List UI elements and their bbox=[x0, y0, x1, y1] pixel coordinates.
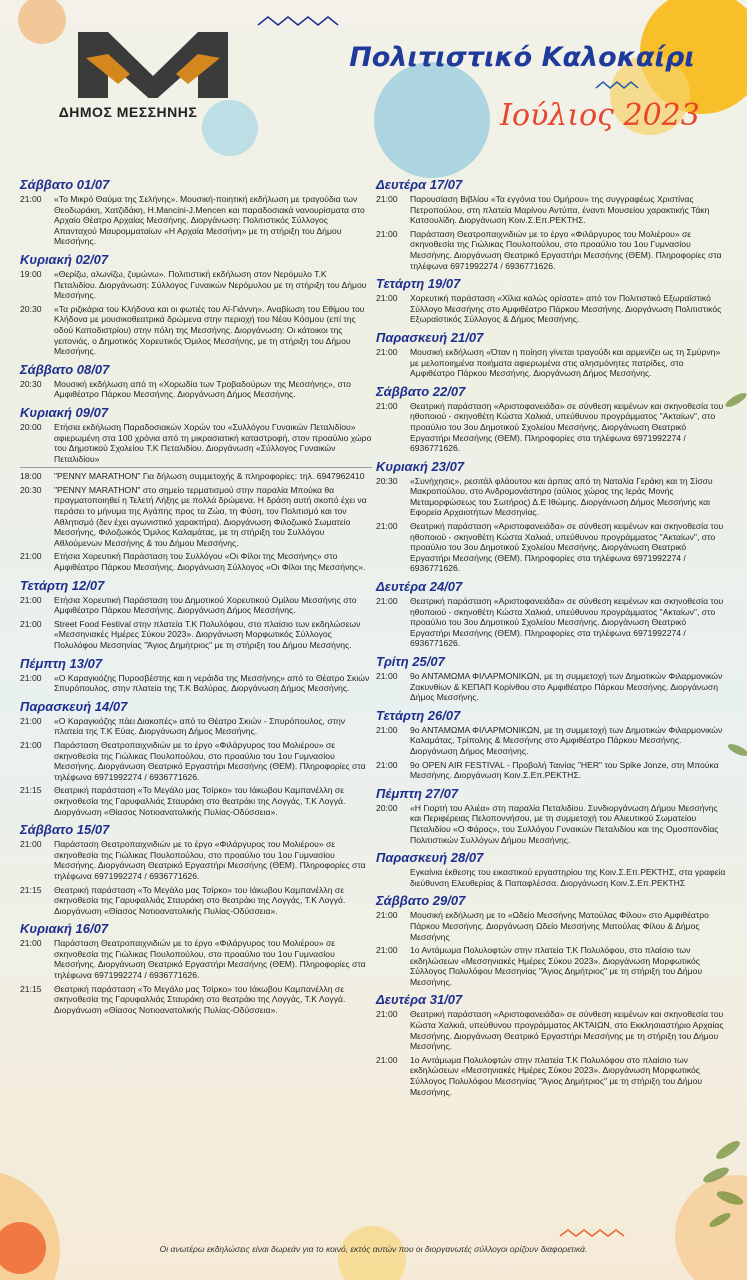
day-heading: Τρίτη 25/07 bbox=[376, 654, 445, 669]
day-block bbox=[20, 405, 372, 573]
event-row bbox=[376, 803, 728, 845]
event-description: Χορευτική παράσταση «Χίλια καλώς ορίσατε» από τον Πολιτιστικό Εξωραϊστικό Σύλλογο Μεσσήνης στο Αμφιθέατρο Πάρκου Μεσσήνης. Διοργάνωση Πολιτιστικός Εξωραϊστικός Σύλλογος & Δήμος Μεσσήνης. bbox=[410, 293, 722, 325]
event-description: «Θερίζω, αλωνίζω, ζυμώνω». Πολιτιστική εκδήλωση στον Νερόμυλο Τ.Κ Πεταλιδίου. Διοργάνωση: Σύλλογος Γυναικών Νερόμυλου με τη στήριξη του Δήμου Μεσσήνης. bbox=[54, 268, 367, 301]
event-row bbox=[20, 595, 372, 616]
day-heading: Κυριακή 02/07 bbox=[20, 251, 109, 267]
event-description: Παράσταση Θεατροπαιχνιδιών με το έργο «Φιλάργυρος του Μολιέρου» σε σκηνοθεσία της Γιώλικας Πουλοπούλου, στο προαύλιο του 1ου Γυμνασίου Μεσσήνης. Διοργάνωση Θεατρικό Εργαστήρι Μεσσήνης (ΘΕΜ). Πληροφορίες στα τηλέφωνα 6971992274 / 6936771626. bbox=[54, 739, 366, 782]
logo-mark bbox=[78, 32, 228, 98]
event-time: 21:00 bbox=[376, 194, 398, 204]
event-time: 20:00 bbox=[20, 421, 42, 432]
event-description: Θεατρική παράσταση «Αριστοφανειάδα» σε σύνθεση κειμένων και σκηνοθεσία του ηθοποιού - σκηνοθέτη Κώστα Χαλκιά, υπεύθυνου προγράμματος "Ακταίων", στο προαύλιο του 3ου Δημοτικού Σχολείου Μεσσήνης. Διοργάνωση Θεατρικό Εργαστήρι Μεσσήνης (ΘΕΜ). Πληροφορίες στα τηλέφωνα 6971992274 / 6936771626. bbox=[410, 596, 724, 649]
footer-note: Οι ανωτέρω εκδηλώσεις είναι δωρεάν για το κοινό, εκτός αυτών που οι διοργανωτές σύλλογοι ορίζουν διαφορετικά. bbox=[159, 1244, 588, 1254]
event-row bbox=[20, 716, 372, 737]
event-time: 21:00 bbox=[376, 759, 398, 770]
event-row bbox=[376, 521, 728, 574]
event-row bbox=[20, 839, 372, 881]
event-time: 21:00 bbox=[376, 521, 398, 532]
event-time: 20:30 bbox=[20, 303, 42, 314]
day-block bbox=[376, 708, 728, 781]
event-time: 21:00 bbox=[20, 551, 42, 562]
day-heading: Σάββατο 15/07 bbox=[20, 822, 110, 838]
day-heading: Τετάρτη 12/07 bbox=[20, 577, 105, 593]
event-row bbox=[376, 1009, 728, 1051]
event-time: 21:15 bbox=[20, 983, 42, 994]
event-time: 21:00 bbox=[376, 724, 398, 735]
event-description: Θεατρική παράσταση «Αριστοφανειάδα» σε σύνθεση κειμένων και σκηνοθεσία του ηθοποιού - σκηνοθέτη Κώστα Χαλκιά, υπεύθυνου προγράμματος "Ακταίων", στο προαύλιο του 3ου Δημοτικού Σχολείου Μεσσήνης. Διοργάνωση Θεατρικό Εργαστήρι Μεσσήνης (ΘΕΜ). Πληροφορίες στα τηλέφωνα 6971992274 / 6936771626. bbox=[410, 521, 724, 574]
event-time: 20:30 bbox=[20, 484, 42, 495]
event-description: Παράσταση Θεατροπαιχνιδιών με το έργο «Φιλάργυρος του Μολιέρου» σε σκηνοθεσία της Γιώλικας Πουλοπούλου, στο προαύλιο του 1ου Γυμνασίου Μεσσήνης. Διοργάνωση Θεατρικό Εργαστήρι Μεσσήνης (ΘΕΜ). Πληροφορίες στα τηλέφωνα 6971992274 / 6936771626. bbox=[410, 228, 722, 271]
event-time: 21:00 bbox=[20, 839, 42, 850]
event-description: "PENNY MARATHON" Για δήλωση συμμετοχής & πληροφορίες: τηλ. 6947962410 bbox=[54, 471, 365, 482]
event-description: Θεατρική παράσταση «Αριστοφανειάδα» σε σύνθεση κειμένων και σκηνοθεσία του Κώστα Χαλκιά, υπεύθυνου προγράμματος ΑΚΤΑΙΩΝ, στο Εκκλησιαστήριο Αρχαίας Μεσσήνης. Διοργάνωση Θεατρικό Εργαστήρι Μεσσήνης με τη στήριξη του Δήμου Μεσσήνης. bbox=[410, 1009, 724, 1052]
event-row bbox=[20, 194, 372, 247]
event-description: «Συνήχησις», ρεσιτάλ φλάουτου και άρπας από τη Ναταλία Γεράκη και τη Σίσσυ Μακροπούλου, στο Ανδρομονάστηρο (αύλιος χώρος της Ιεράς Μονής Μεταμορφώσεως του Σωτήρος) Δ.Ε Ιθώμης. Διοργάνωση Δήμος Μεσσήνης και Εφορεία Αρχαιοτήτων Μεσσηνίας. bbox=[410, 475, 713, 518]
event-description: «Ο Καραγκιόζης πάει Διακοπές» από το Θέατρο Σκιών - Σπυρόπουλος, στην πλατεία της Τ.Κ Εύας. Διοργάνωση Δήμος Μεσσήνης. bbox=[54, 715, 346, 737]
separator-line bbox=[20, 467, 372, 468]
event-row bbox=[20, 740, 372, 782]
event-row bbox=[20, 885, 372, 917]
event-time: 21:00 bbox=[20, 672, 42, 683]
day-heading: Πέμπτη 13/07 bbox=[20, 655, 103, 671]
event-description: 1ο Αντάμωμα Πολυλοφτών στην πλατεία Τ.Κ Πολυλόφου, στο πλαίσιο των εκδηλώσεων «Μεσσηνιακές Ημέρες Σύκου 2023». Διοργάνωση Μορφωτικός Σύλλογος Πολυλόφου Μεσσηνίας "Άγιος Δημήτριος" με τη στήριξη του Δήμου Μεσσήνης. bbox=[410, 945, 703, 987]
event-row bbox=[376, 476, 728, 518]
event-description: Θεατρική παράσταση «Το Μεγάλο μας Τσίρκο» του Ιάκωβου Καμπανέλλη σε σκηνοθεσία της Γαρυφαλλιάς Σταυράκη στο θεατράκι της Λογγάς, Τ.Κ Λογγά. Διοργάνωση «Θίασος Νοτιοανατολικής Πυλίας-Οδύσσεια». bbox=[54, 884, 346, 916]
day-block bbox=[376, 330, 728, 379]
event-row bbox=[20, 619, 372, 651]
event-row bbox=[20, 984, 372, 1016]
event-row bbox=[376, 760, 728, 781]
day-block bbox=[376, 177, 728, 271]
event-description: Θεατρική παράσταση «Το Μεγάλο μας Τσίρκο» του Ιάκωβου Καμπανέλλη σε σκηνοθεσία της Γαρυφαλλιάς Σταυράκη στο θεατράκι της Λογγάς, Τ.Κ Λογγά. Διοργάνωση «Θίασος Νοτιοανατολικής Πυλίας-Οδύσσεια». bbox=[54, 785, 346, 817]
event-row bbox=[376, 867, 728, 888]
event-row bbox=[20, 551, 372, 572]
day-block bbox=[20, 921, 372, 1015]
logo-text: ΔΗΜΟΣ ΜΕΣΣΗΝΗΣ bbox=[58, 104, 198, 120]
day-block bbox=[376, 276, 728, 325]
poster-subtitle: Ιούλιος 2023 bbox=[500, 98, 700, 133]
day-block bbox=[376, 893, 728, 987]
event-description: Εγκαίνια έκθεσης του εικαστικού εργαστηρίου της Κοιν.Σ.Επ.ΡΕΚΤΗΣ, στα γραφεία διεύθυνση Ελευθερίας & Παπαφλέσσα. Διοργάνωση Κοιν.Σ.Επ.ΡΕΚΤΗΣ bbox=[410, 867, 726, 888]
bottom-right-blob bbox=[675, 1175, 747, 1280]
day-heading: Πέμπτη 27/07 bbox=[376, 785, 459, 801]
day-heading: Σάββατο 08/07 bbox=[20, 361, 110, 377]
event-time: 21:00 bbox=[376, 400, 398, 411]
day-block bbox=[376, 579, 728, 649]
event-time: 21:00 bbox=[20, 739, 42, 750]
day-block bbox=[376, 654, 728, 703]
schedule-column-right bbox=[376, 177, 728, 1102]
event-time: 20:30 bbox=[376, 475, 398, 486]
event-row bbox=[20, 379, 372, 400]
event-description: Μουσική εκδήλωση με το «Ωδείο Μεσσήνης Ματούλας Φίλου» στο Αμφιθέατρο Πάρκου Μεσσήνης. Διοργάνωση Ωδείο Μεσσήνης Ματούλας Φίλου & Δήμος Μεσσήνης bbox=[410, 910, 709, 942]
day-heading: Δευτέρα 31/07 bbox=[376, 992, 463, 1008]
event-row bbox=[20, 938, 372, 980]
day-block bbox=[20, 656, 372, 694]
day-block bbox=[20, 699, 372, 817]
event-description: Ετήσια Χορευτική Παράσταση του Συλλόγου «Οι Φίλοι της Μεσσήνης» στο Αμφιθέατρο Πάρκου Μεσσήνης. Διοργάνωση Σύλλογος «Οι Φίλοι της Μεσσήνης». bbox=[54, 551, 366, 573]
day-heading: Κυριακή 16/07 bbox=[20, 921, 109, 937]
event-description: 9ο ΑΝΤΑΜΩΜΑ ΦΙΛΑΡΜΟΝΙΚΩΝ, με τη συμμετοχή των Δημοτικών Φιλαρμονικών Ζακυνθίων & ΚΕΠΑΠ Κορίνθου στο Αμφιθέατρο Πάρκου Μεσσήνης. Διοργάνωση Δήμος Μεσσήνης. bbox=[410, 671, 723, 703]
day-block bbox=[376, 992, 728, 1097]
event-row bbox=[376, 596, 728, 649]
day-block bbox=[20, 252, 372, 357]
event-time: 21:00 bbox=[376, 228, 398, 239]
event-description: Θεατρική παράσταση «Αριστοφανειάδα» σε σύνθεση κειμένων και σκηνοθεσία του ηθοποιού - σκηνοθέτη Κώστα Χαλκιά, υπεύθυνου προγράμματος "Ακταίων", στο προαύλιο του 3ου Δημοτικού Σχολείου Μεσσήνης. Διοργάνωση Θεατρικό Εργαστήρι Μεσσήνης (ΘΕΜ). Πληροφορίες στα τηλέφωνα 6971992274 / 6936771626. bbox=[410, 400, 724, 454]
event-description: Θεατρική παράσταση «Το Μεγάλο μας Τσίρκο» του Ιάκωβου Καμπανέλλη σε σκηνοθεσία της Γαρυφαλλιάς Σταυράκη στο θεατράκι της Λογγάς, Τ.Κ Λογγά. Διοργάνωση «Θίασος Νοτιοανατολικής Πυλίας-Οδύσσεια». bbox=[54, 983, 346, 1015]
event-time: 21:00 bbox=[376, 346, 398, 357]
event-time: 21:00 bbox=[376, 671, 398, 681]
event-description: 1ο Αντάμωμα Πολυλοφτών στην πλατεία Τ.Κ Πολυλόφου στο πλαίσιο των εκδηλώσεων «Μεσσηνιακές Ημέρες Σύκου 2023». Διοργάνωση Μορφωτικός Σύλλογος Πολυλόφου Μεσσηνίας "Άγιος Δημήτριος" με τη στήριξη του Δήμου Μεσσήνης. bbox=[410, 1054, 703, 1097]
event-time: 21:00 bbox=[20, 618, 42, 629]
day-heading: Κυριακή 23/07 bbox=[376, 458, 465, 474]
event-description: 9ο ΑΝΤΑΜΩΜΑ ΦΙΛΑΡΜΟΝΙΚΩΝ, με τη συμμετοχή των Δημοτικών Φιλαρμονικών Καλαμάτας, Τρίπολης & Μεσσήνης στο Αμφιθέατρο Πάρκου Μεσσήνης. Διοργάνωση Δήμος Μεσσήνης. bbox=[410, 724, 723, 756]
day-block bbox=[20, 822, 372, 916]
event-row bbox=[376, 725, 728, 757]
event-time: 20:00 bbox=[376, 802, 398, 813]
day-heading: Παρασκευή 28/07 bbox=[376, 850, 484, 866]
event-description: 9ο OPEN AIR FESTIVAL - Προβολή Ταινίας "HER" του Spike Jonze, στη Μπούκα Μεσσήνης. Διοργάνωση Κοιν.Σ.Επ.ΡΕΚΤΗΣ. bbox=[410, 759, 719, 781]
poster-title: Πολιτιστικό Καλοκαίρι bbox=[349, 42, 695, 73]
event-time: 21:15 bbox=[20, 785, 42, 796]
day-block bbox=[376, 459, 728, 574]
day-block bbox=[376, 786, 728, 845]
day-heading: Σάββατο 01/07 bbox=[20, 177, 110, 192]
event-row bbox=[376, 671, 728, 703]
schedule-column-left bbox=[20, 177, 372, 1020]
day-block bbox=[376, 850, 728, 888]
event-row bbox=[376, 229, 728, 271]
event-row bbox=[20, 304, 372, 357]
day-heading: Δευτέρα 17/07 bbox=[376, 177, 463, 192]
event-row bbox=[376, 1055, 728, 1097]
event-time: 21:00 bbox=[376, 910, 398, 921]
event-row bbox=[20, 785, 372, 817]
day-heading: Σάββατο 29/07 bbox=[376, 893, 466, 909]
event-description: Street Food Festival στην πλατεία Τ.Κ Πολυλόφου, στο πλαίσιο των εκδηλώσεων «Μεσσηνιακές Ημέρες Σύκου 2023». Διοργάνωση Μορφωτικός Σύλλογος Πολυλόφου Μεσσηνίας "Άγιος Δημήτριος" με τη στήριξη του Δήμου Μεσσήνης. bbox=[54, 618, 361, 650]
day-heading: Τετάρτη 26/07 bbox=[376, 707, 461, 723]
municipality-logo bbox=[28, 28, 228, 128]
event-time: 19:00 bbox=[20, 268, 42, 279]
event-row bbox=[376, 945, 728, 987]
day-block bbox=[376, 384, 728, 454]
event-row bbox=[376, 194, 728, 226]
event-row bbox=[20, 422, 372, 464]
zigzag-bottom bbox=[560, 1230, 624, 1236]
event-row bbox=[20, 471, 372, 482]
day-block bbox=[20, 578, 372, 651]
event-time: 21:00 bbox=[20, 594, 42, 605]
day-heading: Σάββατο 22/07 bbox=[376, 383, 466, 399]
event-row bbox=[20, 673, 372, 694]
event-row bbox=[20, 269, 372, 301]
event-description: Μουσική εκδήλωση «Όταν η ποίηση γίνεται τραγούδι και αρμενίζει ως τη Σμύρνη» με μελοποιημένα ποιήματα αφιερωμένα στις αλησμόνητες πατρίδες, στο Αμφιθέατρο Πάρκου Μεσσήνης. Διοργάνωση Δήμος Μεσσήνης. bbox=[410, 346, 721, 379]
day-heading: Κυριακή 09/07 bbox=[20, 404, 109, 420]
event-time: 21:00 bbox=[376, 596, 398, 607]
event-description: Παράσταση Θεατροπαιχνιδιών με το έργο «Φιλάργυρος του Μολιέρου» σε σκηνοθεσία της Γιώλικας Πουλοπούλου, στο προαύλιο του 1ου Γυμνασίου Μεσσήνης. Διοργάνωση Θεατρικό Εργαστήρι Μεσσήνης (ΘΕΜ). Πληροφορίες στα τηλέφωνα 6971992274 / 6936771626. bbox=[54, 938, 366, 981]
event-row bbox=[376, 910, 728, 942]
event-row bbox=[376, 293, 728, 325]
event-description: «Το Μικρό Θαύμα της Σελήνης». Μουσική-ποιητική εκδήλωση με τραγούδια των Θεοδωράκη, Χατζιδάκη, Η.Mancini-J.Mencen και παραδοσιακά νανουρίσματα στο Αρχαίο Θέατρο Αρχαίας Μεσσήνης. Διοργάνωση: Πολιτιστικός Σύλλογος Απανταχού Μαυρομματαίων «Η Αρχαία Μεσσήνη» με τη στήριξη του Δήμου Μεσσήνης. bbox=[54, 194, 365, 247]
event-description: «Τα ριζικάρια του Κλήδονα και οι φωτιές του Αϊ-Γιάννη». Αναβίωση του Εθίμου του Κλήδονα με μουσικοθεατρικά δρώμενα στην περιοχή του Νέου Κόσμου (επί της οδού Καποδιστρίου) στην πόλη της Μεσσήνης. Διοργάνωση: Οι κάτοικοι της γειτονιάς, ο Δημοτικός Χορευτικός Όμιλος Μεσσήνης, με τη στήριξη του Δήμου Μεσσήνης. bbox=[54, 303, 365, 357]
event-time: 18:00 bbox=[20, 471, 42, 482]
event-description: "PENNY MARATHON" στο σημείο τερματισμού στην παραλία Μπούκα θα πραγματοποιηθεί η Τελετή Λήξης με πολλά δρώμενα. Η δράση αυτή σκοπό έχει να περάσει το μήνυμα της Αγάπης προς τα Ζώα, τη Φύση, τον Πολιτισμό και τον Αθλητισμό (δεν έχει αγωνιστικό χαρακτήρα). Διοργάνωση Φιλοζωικό Σωματείο Μεσσήνης, Φιλοζωικός Όμιλος Καλαμάτας, με τη στήριξη του Συλλόγου Αθλούμενων Μεσσήνης & του Δήμου Μεσσήνης. bbox=[54, 484, 367, 548]
event-description: «Η Γιορτή του Αλιέα» στη παραλία Πεταλιδίου. Συνδιοργάνωση Δήμου Μεσσήνης και Περιφέρειας Πελοποννήσου, με τη συμμετοχή του Αλιευτικού Σωματείου Πεταλιδίου «Ο Φάρος», του Συλλόγου Γυναικών Πεταλιδίου και της Ομοσπονδίας Πολιτιστικών Συλλόγων Δήμου Μεσσήνης. bbox=[410, 802, 719, 845]
event-description: Μουσική εκδήλωση από τη «Χορωδία των Τροβαδούρων της Μεσσήνης», στο Αμφιθέατρο Πάρκου Μεσσήνης. Διοργάνωση Δήμος Μεσσήνης. bbox=[54, 378, 351, 400]
day-heading: Παρασκευή 21/07 bbox=[376, 329, 484, 345]
event-time: 21:00 bbox=[376, 1054, 398, 1065]
event-time: 20:30 bbox=[20, 378, 42, 389]
day-block bbox=[20, 177, 372, 247]
event-description: Παρουσίαση Βιβλίου «Τα εγγόνια του Ομήρου» της συγγραφέως Χριστίνας Πετροπούλου, στη πλατεία Μαρίνου Αντύπα, έναντι Μουσείου χαρακτικής Τάκη Κατσουλίδη. Διοργάνωση Κοιν.Σ.Επ.ΡΕΚΤΗΣ. bbox=[410, 194, 710, 226]
event-description: Παράσταση Θεατροπαιχνιδιών με το έργο «Φιλάργυρος του Μολιέρου» σε σκηνοθεσία της Γιώλικας Πουλοπούλου, στο προαύλιο του 1ου Γυμνασίου Μεσσήνης. Διοργάνωση Θεατρικό Εργαστήρι Μεσσήνης (ΘΕΜ). Πληροφορίες στα τηλέφωνα 6971992274 / 6936771626. bbox=[54, 839, 366, 881]
event-row bbox=[376, 347, 728, 379]
day-heading: Τετάρτη 19/07 bbox=[376, 276, 461, 292]
day-block bbox=[20, 362, 372, 400]
day-heading: Δευτέρα 24/07 bbox=[376, 579, 463, 595]
event-time: 21:15 bbox=[20, 884, 42, 895]
event-description: Ετήσια εκδήλωση Παραδοσιακών Χορών του «Συλλόγου Γυναικών Πεταλιδίου» αφιερωμένη στα 100 χρόνια από τη μικρασιατική καταστροφή, στον προαύλιο χώρο του Δημοτικού Σχολείου Τ.Κ Πεταλιδίου. Διοργάνωση «Σύλλογος Γυναικών Πεταλιδίου» bbox=[54, 421, 372, 464]
event-time: 21:00 bbox=[376, 293, 398, 304]
zigzag-top bbox=[258, 17, 338, 25]
event-description: «Ο Καραγκιόζης Πυροσβέστης και η νεράιδα της Μεσσήνης» από το Θέατρο Σκιών Σπυρόπουλος, στην πλατεία της Τ.Κ Βαλύρας. Διοργάνωση Δήμος Μεσσήνης. bbox=[54, 672, 370, 694]
event-row bbox=[20, 485, 372, 549]
event-time: 21:00 bbox=[376, 1009, 398, 1020]
day-heading: Παρασκευή 14/07 bbox=[20, 698, 128, 714]
event-time: 21:00 bbox=[20, 715, 42, 726]
event-row bbox=[376, 401, 728, 454]
event-description: Ετήσια Χορευτική Παράσταση του Δημοτικού Χορευτικού Ομίλου Μεσσήνης στο Αμφιθέατρο Πάρκου Μεσσήνης. Διοργάνωση Δήμος Μεσσήνης. bbox=[54, 594, 357, 616]
event-time: 21:00 bbox=[20, 194, 42, 204]
event-time: 21:00 bbox=[20, 938, 42, 949]
event-time: 21:00 bbox=[376, 945, 398, 956]
